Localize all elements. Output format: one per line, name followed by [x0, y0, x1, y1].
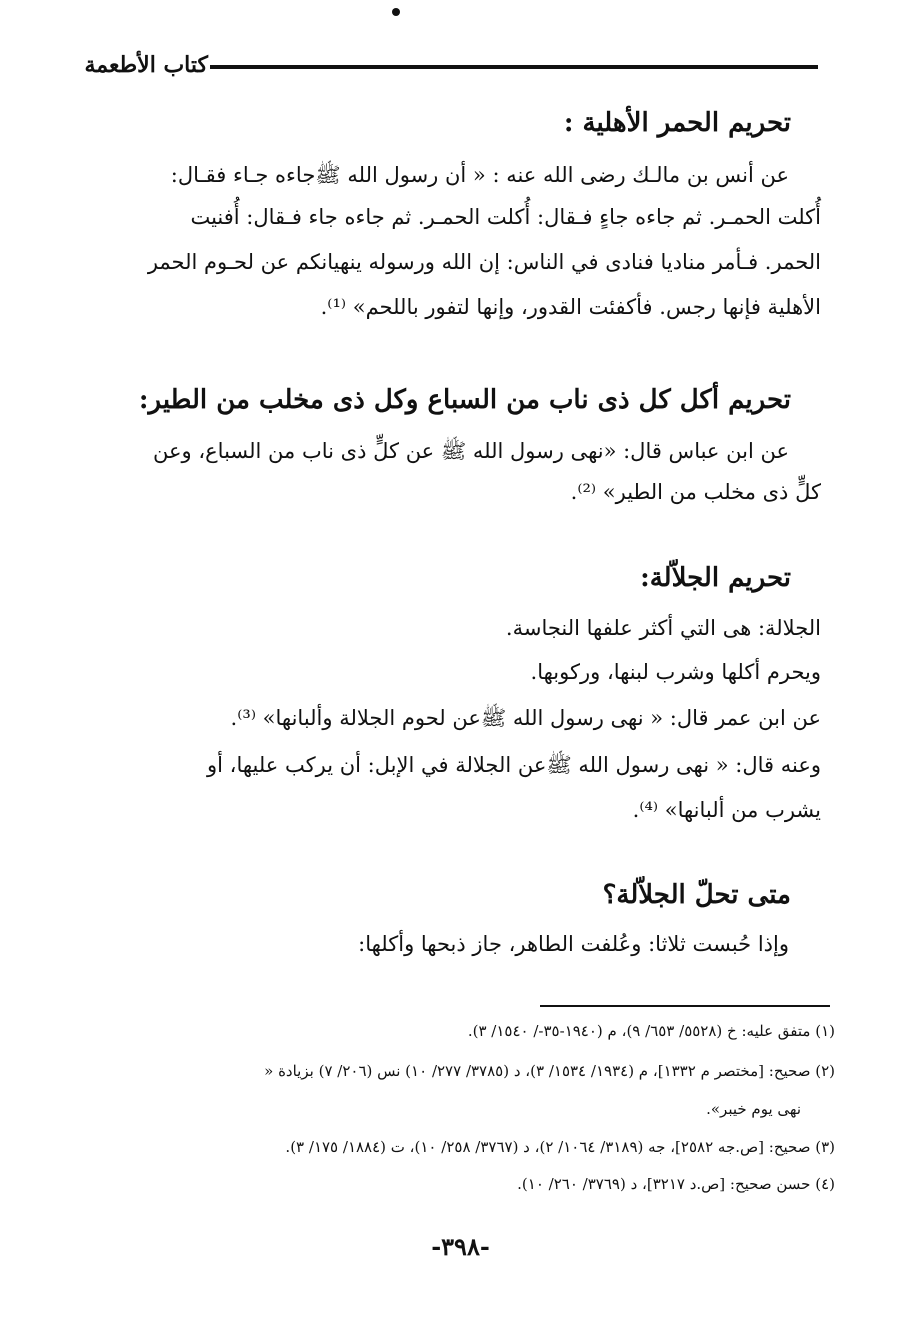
footnote: نهى يوم خيبر».: [706, 1100, 801, 1118]
text-line: الحمر. فـأمر مناديا فنادى في الناس: إن الله ورسوله ينهيانكم عن لحـوم الحمر: [147, 250, 821, 274]
footnote: (٣) صحيح: [ص.جه ٢٥٨٢]، جه (٣١٨٩/ ١٠٦٤/ ٢)، د (٣٧٦٧/ ٢٥٨/ ١٠)، ت (١٨٨٤/ ١٧٥/ ٣).: [285, 1138, 835, 1156]
section-heading: تحريم الجلاّلة:: [640, 563, 791, 593]
section-heading: تحريم الحمر الأهلية :: [563, 108, 791, 138]
text-line: الأهلية فإنها رجس. فأكفئت القدور، وإنها لتفور باللحم» ⁽¹⁾.: [320, 295, 821, 319]
text-line: وإذا حُبست ثلاثا: وعُلفت الطاهر، جاز ذبحها وأكلها:: [358, 932, 789, 956]
footnote-rule: [540, 1005, 830, 1007]
top-dot: [392, 8, 400, 16]
text-line: عن أنس بن مالـك رضى الله عنه : « أن رسول الله ﷺجاءه جـاء فقـال:: [170, 163, 789, 187]
text-line: الجلالة: هى التي أكثر علفها النجاسة.: [505, 616, 821, 640]
text-line: يشرب من ألبانها» ⁽⁴⁾.: [632, 798, 821, 822]
footnote: (٢) صحيح: [مختصر م ١٣٣٢]، م (١٩٣٤/ ١٥٣٤/ ٣)، د (٣٧٨٥/ ٢٧٧/ ١٠) نس (٢٠٦/ ٧) بزيادة «: [264, 1062, 835, 1080]
footnote: (١) متفق عليه: خ (٥٥٢٨/ ٦٥٣/ ٩)، م (١٩٤٠-٣٥-/ ١٥٤٠/ ٣).: [467, 1022, 835, 1040]
text-line: عن ابن عمر قال: « نهى رسول الله ﷺعن لحوم الجلالة وألبانها» ⁽³⁾.: [230, 706, 821, 730]
text-line: وعنه قال: « نهى رسول الله ﷺعن الجلالة في الإبل: أن يركب عليها، أو: [207, 753, 821, 777]
header-rule: [210, 65, 818, 69]
text-line: أُكلت الحمـر. ثم جاءه جاءٍ فـقال: أُكلت الحمـر. ثم جاءه جاء فـقال: أُفنيت: [190, 205, 821, 229]
section-heading: متى تحلّ الجلاّلة؟: [602, 880, 791, 910]
page-number: -٣٩٨-: [431, 1232, 490, 1261]
header-title: كتاب الأطعمة: [84, 52, 208, 78]
section-heading: تحريم أكل كل ذى ناب من السباع وكل ذى مخلب من الطير:: [138, 385, 791, 415]
text-line: ويحرم أكلها وشرب لبنها، وركوبها.: [530, 660, 821, 684]
running-header: [82, 50, 818, 90]
text-line: عن ابن عباس قال: «نهى رسول الله ﷺ عن كلٍّ ذى ناب من السباع، وعن: [153, 439, 789, 463]
footnote: (٤) حسن صحيح: [ص.د ٣٢١٧]، د (٣٧٦٩/ ٢٦٠/ ١٠).: [517, 1175, 835, 1193]
text-line: كلٍّ ذى مخلب من الطير» ⁽²⁾.: [570, 480, 821, 504]
